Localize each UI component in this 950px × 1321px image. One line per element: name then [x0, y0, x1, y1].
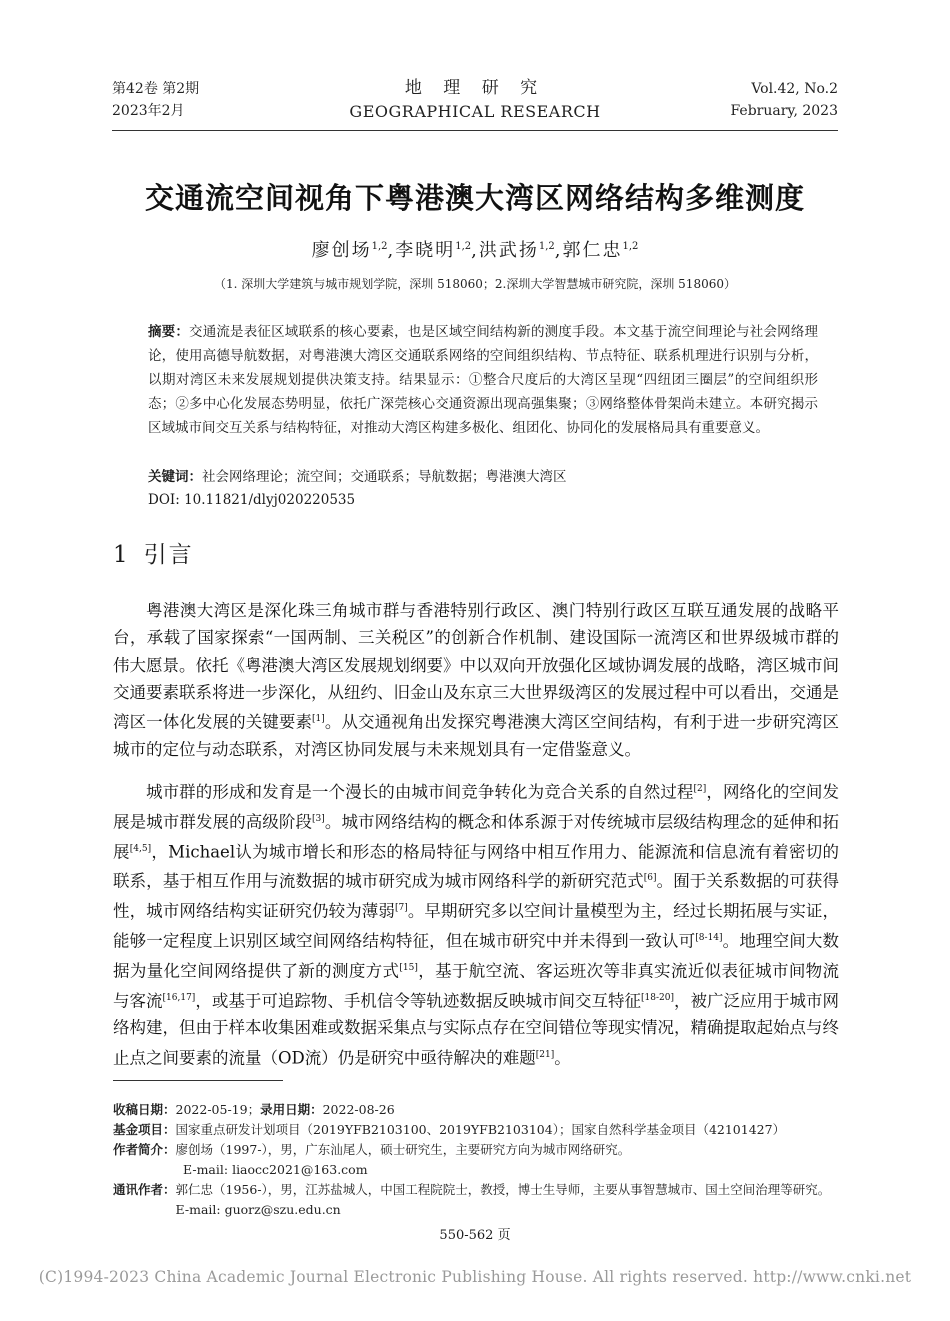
author-name: 李晓明 [395, 240, 456, 261]
citation: [2] [693, 784, 707, 794]
text-run: 。城市网络结构的概念和体系源于对传统城市层级结构理念的延伸和拓展 [113, 812, 840, 862]
text-run: 粤港澳大湾区是深化珠三角城市群与香港特别行政区、澳门特别行政区互联互通发展的战略平台，承载了国家探索“一国两制、三关税区”的创新合作机制、建设国际一流湾区和世界级城市群的伟大愿景。依托《粤港澳大湾区发展规划纲要》中以双向开放强化区域协调发展的战略，湾区城市间交通要素联系将进一步深化，从纽约、旧金山及东京三大世界级湾区的发展过程中可以看出，交通是湾区一体化发展的关键要素 [113, 601, 839, 732]
author-list: 廖创场$^{1,2}$,李晓明$^{1,2}$,洪武扬$^{1,2}$,郭仁忠$^{1,2}$ [311, 240, 639, 261]
author-bio-label: 作者简介： [113, 1142, 176, 1157]
section-number: 1 [113, 542, 130, 568]
issue-date: 2023年2月 [112, 103, 185, 119]
fund-label: 基金项目： [113, 1122, 176, 1137]
author-affil-mark: 1,2 [455, 241, 472, 252]
footnote-divider [113, 1080, 283, 1081]
paragraph-1 [113, 597, 839, 763]
citation: [15] [399, 962, 418, 973]
keywords-text: 社会网络理论；流空间；交通联系；导航数据；粤港澳大湾区 [202, 469, 567, 485]
citation: [3] [312, 813, 325, 824]
volume-issue: 第42卷 第2期 [112, 81, 200, 97]
corresponding-label: 通讯作者： [113, 1182, 176, 1197]
corresponding-text: 郭仁忠（1956-），男，江苏盐城人，中国工程院院士，教授，博士生导师，主要从事智慧城市、国土空间治理等研究。E-mail: guorz@szu.edu.cn [175, 1182, 831, 1217]
keywords-label: 关键词： [148, 469, 202, 485]
citation: [18-20] [641, 992, 674, 1003]
issue-date-en: February, 2023 [730, 103, 838, 119]
received-label: 收稿日期： [113, 1102, 176, 1117]
fund-text: 国家重点研发计划项目（2019YFB2103100、2019YFB2103104）；国家自然科学基金项目（42101427） [175, 1122, 786, 1137]
doi: DOI: 10.11821/dlyj020220535 [148, 492, 356, 508]
keywords [148, 465, 828, 489]
text-run: ，Michael认为城市增长和形态的格局特征与网络中相互作用力、能源流和信息流有着密切的联系，基于相互作用与流数据的城市研究成为城市网络科学的新研究范式 [113, 842, 840, 891]
author-bio-text: 廖创场（1997-），男，广东汕尾人，硕士研究生，主要研究方向为城市网络研究。 [175, 1142, 631, 1157]
author-affil-mark: 1,2 [371, 241, 388, 252]
paragraph-2 [113, 776, 839, 1071]
author-bio-line [113, 1140, 843, 1160]
fund-line [113, 1120, 843, 1140]
citation: [16,17] [162, 992, 196, 1003]
corresponding-author-line [113, 1180, 843, 1220]
received-date: 2022-05-19； [175, 1102, 261, 1117]
citation: [8-14] [695, 932, 723, 943]
author-name: 洪武扬 [478, 240, 539, 261]
journal-issue-en [730, 78, 838, 122]
text-run: ，被广泛应用于城市网络构建，但由于样本收集困难或数据采集点与实际点存在空间错位等现实情况，精确提取起始点与终止点之间要素的流量（OD流）仍是研究中亟待解决的难题 [113, 991, 840, 1068]
author-name: 郭仁忠 [562, 240, 623, 261]
text-run: ，基于航空流、客运班次等非真实流近似表征城市间物流与客流 [113, 961, 840, 1011]
abstract-label: 摘要： [148, 324, 190, 340]
accepted-label: 录用日期： [260, 1102, 323, 1117]
citation: [4,5] [129, 843, 152, 854]
author-name: 廖创场 [311, 240, 372, 261]
footnotes [113, 1100, 843, 1220]
section-title: 引言 [143, 542, 194, 568]
volume-issue-en: Vol.42, No.2 [751, 81, 838, 97]
text-run: 城市群的形成和发育是一个漫长的由城市间竞争转化为竞合关系的自然过程 [146, 782, 694, 802]
section-heading [113, 536, 194, 569]
citation: [7] [394, 903, 408, 914]
text-run: 。从交通视角出发探究粤港澳大湾区空间结构，有利于进一步研究湾区城市的定位与动态联系，对湾区协同发展与未来规划具有一定借鉴意义。 [113, 712, 840, 759]
text-run: 。 [554, 1048, 571, 1068]
journal-name-cn: 地 理 研 究 [404, 78, 546, 98]
author-email: E-mail: liaocc2021@163.com [183, 1162, 368, 1177]
author-affil-mark: 1,2 [538, 241, 555, 252]
text-run: ，或基于可追踪物、手机信令等轨迹数据反映城市间交互特征 [195, 991, 641, 1011]
abstract-text: 交通流是表征区域联系的核心要素，也是区域空间结构新的测度手段。本文基于流空间理论与社会网络理论，使用高德导航数据，对粤港澳大湾区交通联系网络的空间组织结构、节点特征、联系机理进行识别与分析，以期对湾区未来发展规划提供决策支持。结果显示：①整合尺度后的大湾区呈现“四纽团三圈层”的空间组织形态；②多中心化发展态势明显，依托广深莞核心交通资源出现高强集聚；③网络整体骨架尚未建立。本研究揭示区域城市间交互关系与结构特征，对推动大湾区构建多极化、组团化、协同化的发展格局具有重要意义。 [148, 324, 818, 436]
citation: [1] [312, 714, 325, 725]
abstract [148, 320, 818, 440]
paper-title: 交通流空间视角下粤港澳大湾区网络结构多维测度 [144, 181, 805, 215]
affiliations: （1. 深圳大学建筑与城市规划学院，深圳 518060；2.深圳大学智慧城市研究院，深圳 518060） [214, 277, 736, 291]
header-divider [112, 130, 838, 131]
citation: [6] [643, 873, 657, 884]
text-run: ，网络化的空间发展是城市群发展的高级阶段 [113, 782, 840, 832]
accepted-date: 2022-08-26 [322, 1102, 395, 1117]
journal-name-en: GEOGRAPHICAL RESEARCH [349, 102, 601, 121]
citation: [21] [535, 1049, 555, 1060]
dates-line [113, 1100, 843, 1120]
text-run: 。地理空间大数据为量化空间网络提供了新的测度方式 [113, 931, 840, 981]
page-range: 550-562 页 [439, 1228, 511, 1243]
copyright-watermark: (C)1994-2023 China Academic Journal Electronic Publishing House. All rights reserved. http://www.cnki.net [38, 1268, 912, 1286]
author-affil-mark: 1,2 [622, 241, 639, 252]
text-run: 。早期研究多以空间计量模型为主，经过长期拓展与实证，能够一定程度上识别区域空间网络结构特征，但在城市研究中并未得到一致认可 [113, 901, 840, 951]
text-run: 。囿于关系数据的可获得性，城市网络结构实证研究仍较为薄弱 [113, 871, 840, 921]
